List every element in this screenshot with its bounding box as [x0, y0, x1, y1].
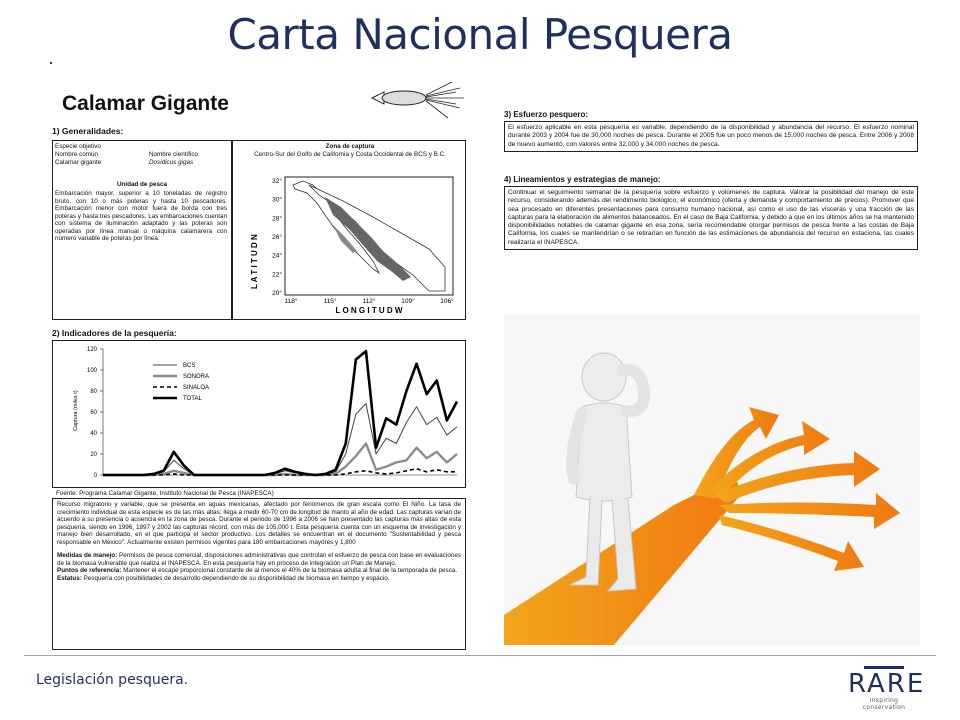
lon-tick-label: 106°: [440, 298, 454, 305]
squid-icon: [368, 78, 466, 130]
lat-tick-label: 20°: [272, 290, 282, 297]
y-tick-label: 60: [90, 410, 97, 416]
legend-label: BCS: [183, 363, 196, 369]
estatus-label: Estatus:: [57, 574, 82, 582]
medidas-block: [57, 552, 461, 567]
unidad-title: Unidad de pesca: [116, 181, 168, 188]
series-line-total: [103, 351, 457, 475]
lat-tick-label: 22°: [272, 271, 282, 279]
nombre-comun-label: Nombre común: [55, 151, 99, 158]
section3-text: El esfuerzo aplicable en esta pesquería es variable, dependiendo de la disponibilidad y abundancia del recurso. El esfuerzo nominal durante 2003 y 2004 fue de 30,000 noches de pesca. Durante el 2005 fue un poco menos de 15,000 noches de pesca. Entre 2006 y 2008 de nuevo aumentó, con valores entre 32,000 y 34,000 noches de pesca.: [504, 121, 918, 152]
map-panel: [232, 140, 466, 320]
puntos-block: [57, 567, 461, 575]
lat-tick-label: 24°: [272, 252, 282, 260]
catch-line-chart: [53, 341, 465, 487]
estatus-text: Pesquería con posibilidades de desarrollo dependiendo de su disponibilidad de biomasa en tiempo y espacio.: [83, 574, 390, 582]
lon-ticks: [285, 297, 455, 305]
species-panel: [52, 140, 232, 320]
slide-title: Carta Nacional Pesquera: [227, 10, 733, 59]
lat-tick-label: 30°: [272, 196, 282, 204]
guidelines-panel: [504, 175, 918, 250]
lat-axis-label: L A T I T U D N: [250, 234, 259, 289]
y-tick-label: 120: [86, 347, 97, 353]
figure-arm-thinking: [622, 370, 644, 411]
logo-tagline: inspiring conservation: [862, 697, 906, 711]
legend-label: SINALOA: [183, 385, 210, 391]
puntos-text: Mantener el escape proporcional constante de al menos el 40% de la biomasa adulta al final de la temporada de pesca.: [123, 567, 458, 574]
legend-label: TOTAL: [183, 396, 202, 402]
nombre-comun-value: Calamar gigante: [55, 159, 102, 166]
footer-text: Legislación pesquera.: [36, 672, 189, 688]
logo-wordmark: RARE: [848, 669, 926, 699]
map-title: Zona de captura: [325, 143, 375, 150]
y-tick-label: 20: [90, 452, 97, 458]
lon-tick-label: 112°: [362, 298, 376, 305]
medidas-label: Medidas de manejo:: [57, 552, 118, 559]
lat-tick-label: 32°: [272, 178, 282, 185]
lat-tick-label: 26°: [272, 234, 282, 241]
sheet-title: Calamar Gigante: [62, 92, 229, 115]
section1-header: 1) Generalidades:: [52, 126, 124, 136]
nombre-cientifico-label: Nombre científico: [149, 151, 198, 158]
lon-tick-label: 118°: [284, 298, 298, 305]
footer-divider: [24, 655, 936, 656]
thinking-person-arrows-image: [504, 315, 920, 645]
lon-tick-label: 109°: [401, 298, 415, 305]
estatus-block: [57, 575, 461, 583]
map-subtitle: Centro-Sur del Golfo de California y Costa Occidental de BCS y B.C.: [254, 150, 446, 158]
nombre-cientifico-value: Dosidicus gigas: [149, 159, 194, 166]
section4-header: 4) Lineamientos y estrategias de manejo:: [504, 175, 661, 184]
section2-header: 2) Indicadores de la pesquería:: [52, 328, 177, 338]
catch-chart-panel: [52, 340, 466, 488]
lon-axis-label: L O N G I T U D W: [335, 306, 403, 315]
y-tick-label: 100: [86, 368, 97, 374]
notes-panel: [52, 498, 466, 650]
unidad-text: Embarcación mayor, superior a 10 toneladas de registro bruto, con 10 o más poteras y hasta 10 pescadores. Embarcación menor con motor fuera de borda con tres poteras y hasta tres pescadores. Las embarcaciones cuentan con sistema de iluminación adaptado y las poteras son operadas por línea manual o máquina calamarera con número variable de poteras por línea.: [55, 190, 227, 242]
lat-ticks: [272, 177, 282, 297]
medidas-text: Permisos de pesca comercial, disposiciones administrativas que controlan el esfuerzo de pesca con base en evaluaciones de la biomasa vulnerable que realiza el INAPESCA. En esta pesquería hay en proceso de integración un Plan de Manejo.: [57, 552, 461, 567]
capture-zone-map: [233, 141, 467, 321]
crossroads-illustration: [504, 315, 920, 645]
fishery-sheet: [50, 78, 466, 650]
effort-panel: [504, 110, 918, 152]
y-tick-label: 80: [90, 389, 97, 395]
fishery-paragraph: Recurso migratorio y variable, que se presenta en aguas mexicanas, afectado por fenómenos de gran escala como El Niño. La tasa de crecimiento individual de esta especie es de las más altas; llega a medir 60-70 cm de longitud de manto al año de edad. Las capturas varían de acuerdo a su presencia o ausencia en la zona de pesca. Durante el periodo de 1996 a 2006 se han presentado las capturas más altas de esta pesquería, siendo en 1996, 1997 y 2002 las capturas récord, con más de 105,000 t. Esta pesquería cuenta con un esquema de investigación y manejo bien desarrollado, en el que participa el sector productivo. Los detalles se encuentran en el documento "Sustentabilidad y pesca responsable en México". Actualmente existen permisos vigentes para 180 embarcaciones mayores y 1,800: [57, 501, 461, 546]
rare-logo: [848, 666, 926, 711]
y-tick-label: 40: [90, 431, 97, 437]
section3-header: 3) Esfuerzo pesquero:: [504, 110, 589, 119]
chart-source: Fuente: Programa Calamar Gigante, Instituto Nacional de Pesca (INAPESCA): [56, 490, 274, 497]
y-axis-label: Captura (miles t): [73, 390, 79, 431]
series-line-bcs: [103, 404, 457, 475]
especie-label: Especie objetivo: [55, 143, 101, 150]
section4-text: Continuar el seguimiento semanal de la pesquería sobre esfuerzo y volúmenes de captura. Valorar la posibilidad del manejo de este recurso, considerando además del rendimiento biológico, el económico (oferta y demanda y comportamiento de precios). Promover que sea procesado en diferentes presentaciones para consumo humano nacional, así como el uso de las vísceras y una fracción de las capturas para la elaboración de alimentos balanceados. En el caso de Baja California, y debido a que en los últimos años se ha mantenido disponibilidades notables de calamar gigante en esa zona, sería recomendable otorgar permisos de pesca frente a las costas de Baja California, los cuales se mantendrían o se retirarían en función de las estimaciones de abundancia del recurso en estaciona, las cuales realizaría el INAPESCA.: [504, 186, 918, 250]
figure-head: [582, 353, 626, 401]
lon-tick-label: 115°: [323, 298, 337, 305]
lat-tick-label: 28°: [272, 215, 282, 223]
arrow-downright: [719, 515, 864, 571]
y-tick-label: 0: [93, 473, 97, 479]
puntos-label: Puntos de referencia:: [57, 567, 122, 574]
legend-label: SONORA: [183, 374, 210, 380]
decor-dot: [50, 62, 52, 64]
